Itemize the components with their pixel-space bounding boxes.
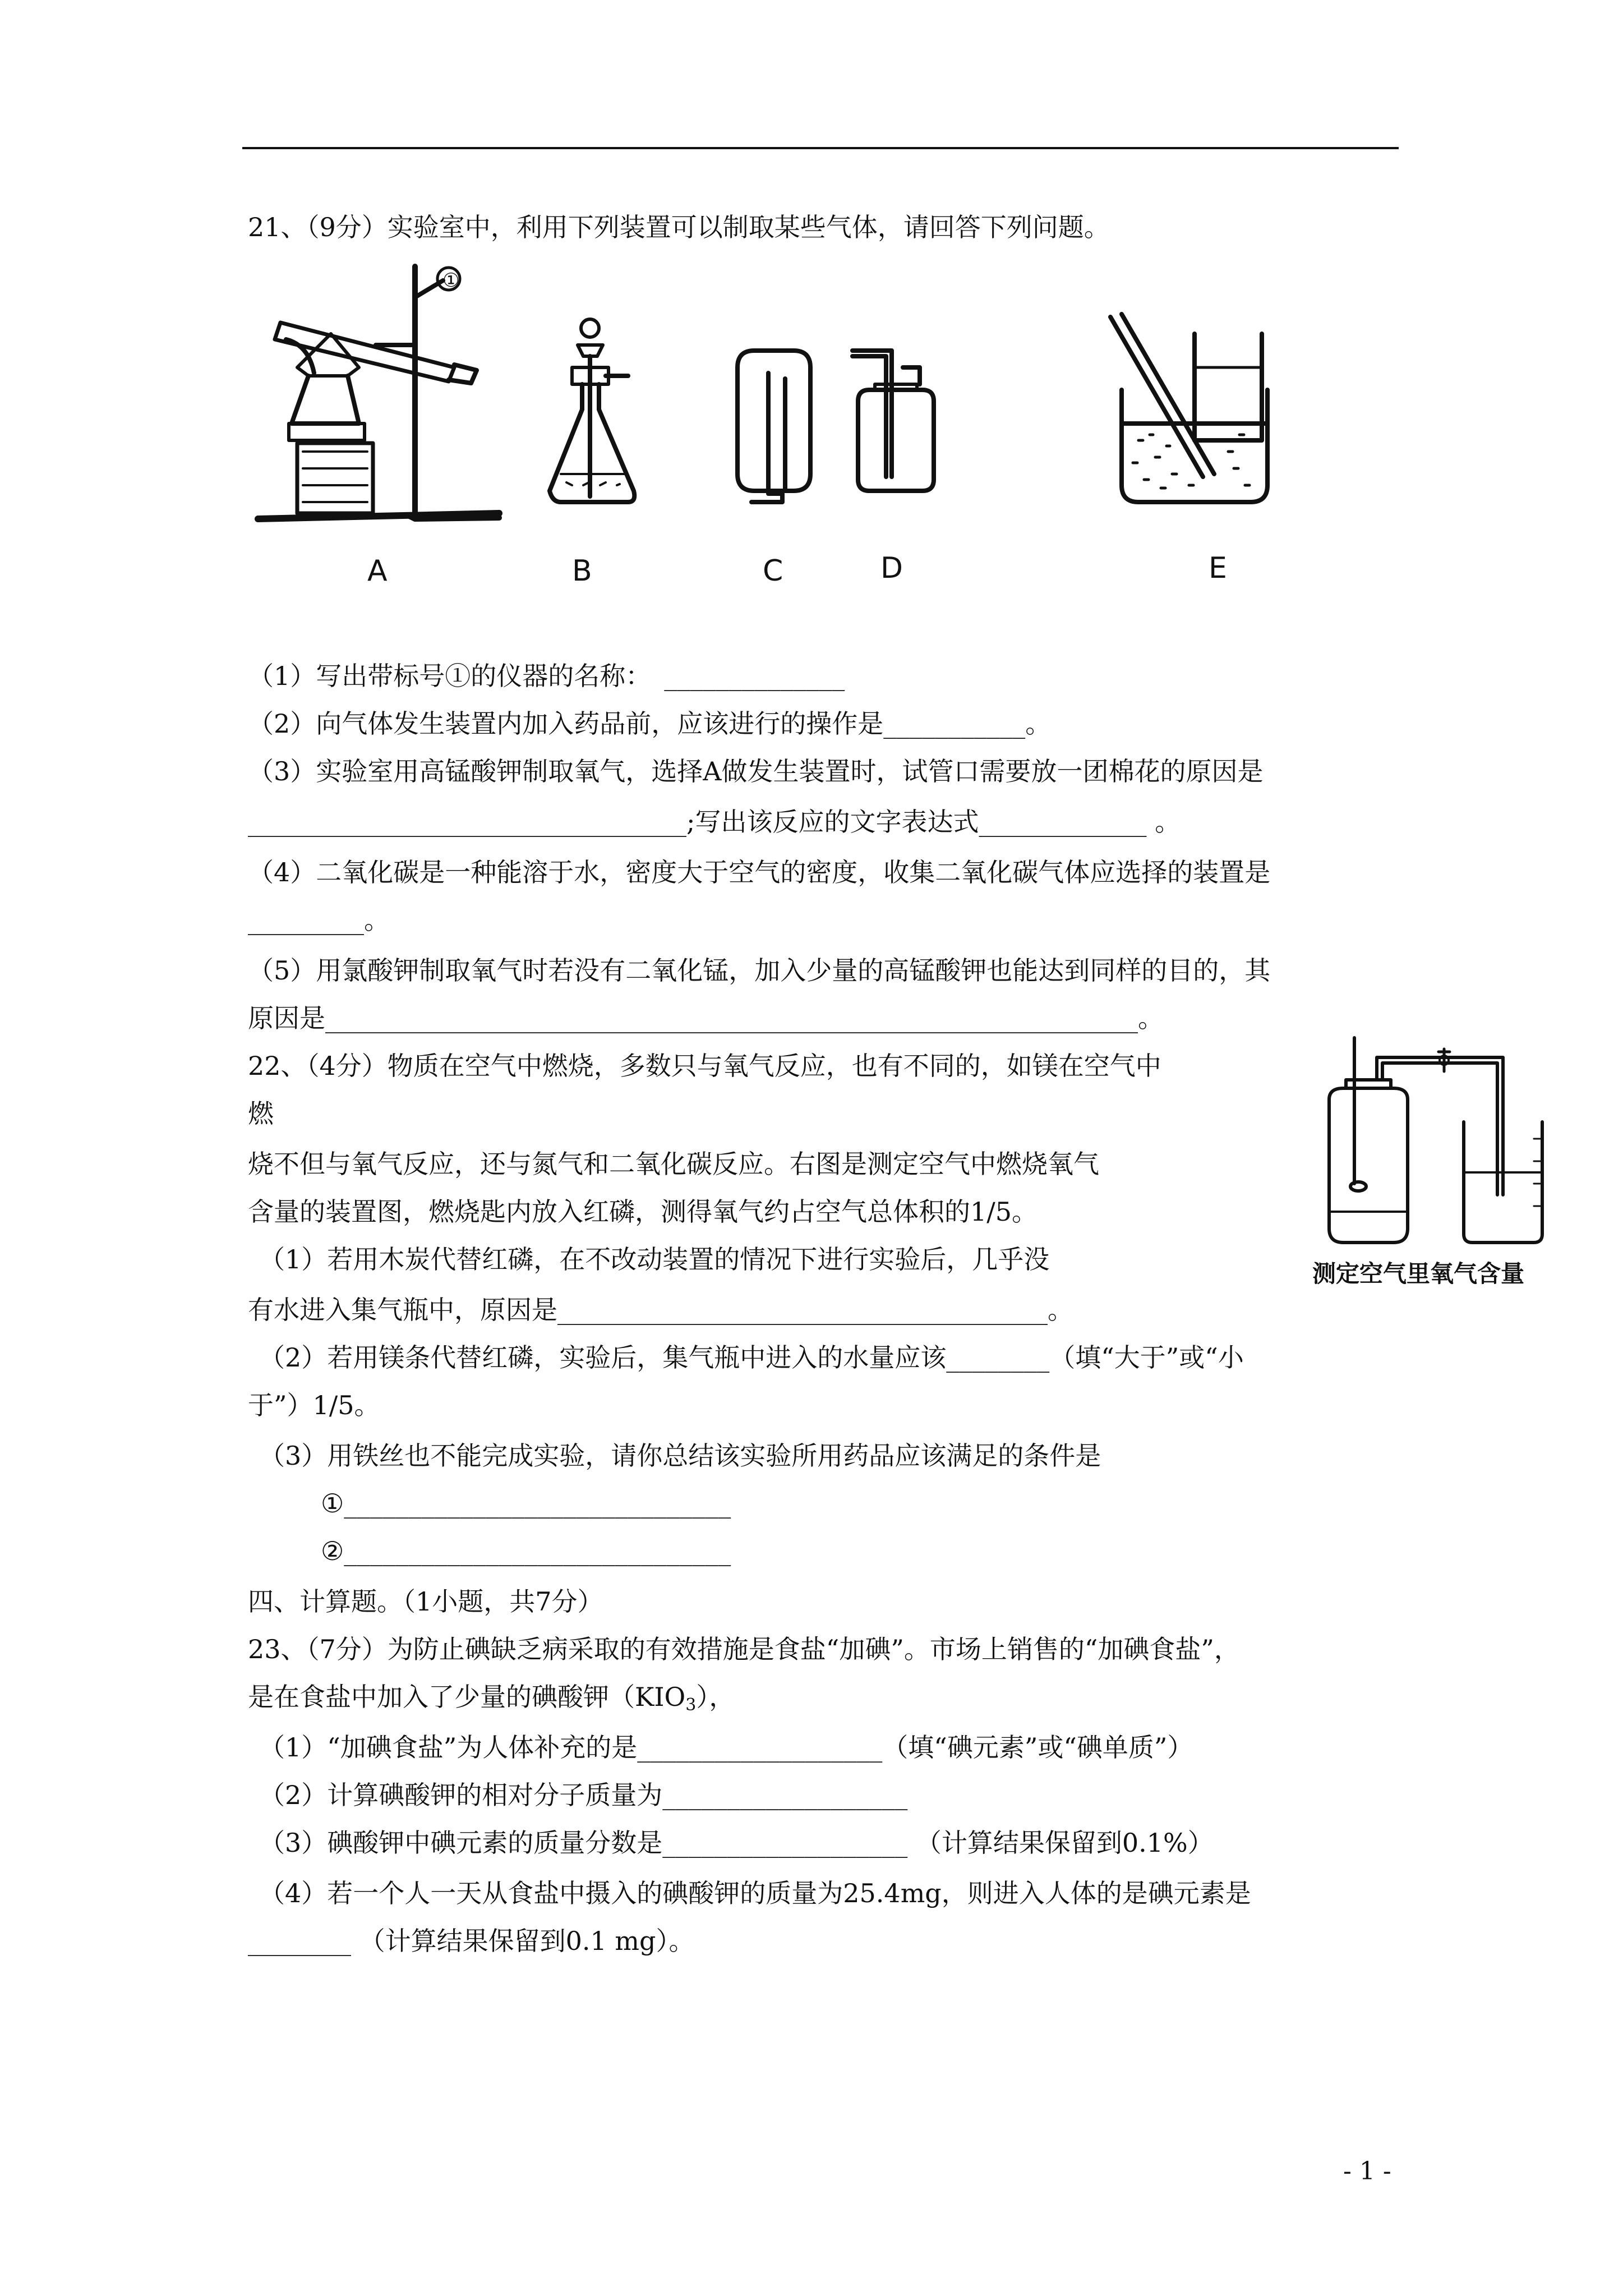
q21-part5b: 原因是_______________________________________________________________。 bbox=[248, 1003, 1164, 1033]
page-number: - 1 - bbox=[1343, 2157, 1391, 2185]
q21-part5a: （5）用氯酸钾制取氧气时若没有二氧化锰，加入少量的高锰酸钾也能达到同样的目的，其 bbox=[248, 955, 1271, 986]
label-b: B bbox=[572, 554, 592, 588]
q23-part4b: ________ （计算结果保留到0.1 mg）。 bbox=[248, 1926, 695, 1956]
apparatus-a bbox=[258, 266, 499, 519]
header-rule bbox=[242, 147, 1399, 149]
label-e: E bbox=[1209, 551, 1227, 585]
q22-line1: 22、（4分）物质在空气中燃烧，多数只与氧气反应，也有不同的，如镁在空气中 bbox=[248, 1051, 1161, 1081]
q23-part1: （1）“加碘食盐”为人体补充的是___________________（填“碘元素”或“碘单质”） bbox=[259, 1732, 1193, 1763]
q21-part4a: （4）二氧化碳是一种能溶于水，密度大于空气的密度，收集二氧化碳气体应选择的装置是 bbox=[248, 857, 1271, 887]
q22-part3: （3）用铁丝也不能完成实验，请你总结该实验所用药品应该满足的条件是 bbox=[259, 1441, 1101, 1471]
apparatus-d bbox=[852, 351, 934, 491]
q23-line1: 23、（7分）为防止碘缺乏病采取的有效措施是食盐“加碘”。市场上销售的“加碘食盐”， bbox=[248, 1634, 1240, 1664]
subscript-3: 3 bbox=[685, 1695, 697, 1715]
q22-line3: 烧不但与氧气反应，还与氮气和二氧化碳反应。右图是测定空气中燃烧氧气 bbox=[248, 1149, 1099, 1179]
q22-part2b: 于”）1/5。 bbox=[248, 1390, 380, 1420]
q23-line2-end: ）， bbox=[696, 1682, 735, 1712]
apparatus-e bbox=[1110, 314, 1267, 502]
q21-part3b: __________________________________;写出该反应的文字表达式_____________ 。 bbox=[248, 807, 1181, 837]
q22-condition1: ①______________________________ bbox=[321, 1488, 731, 1519]
q21-part1: （1）写出带标号①的仪器的名称： ______________ bbox=[248, 661, 845, 691]
q22-line4: 含量的装置图，燃烧匙内放入红磷，测得氧气约占空气总体积的1/5。 bbox=[248, 1197, 1038, 1227]
q21-apparatus-figure bbox=[247, 255, 1413, 603]
label-d: D bbox=[880, 551, 903, 585]
q21-part2: （2）向气体发生装置内加入药品前，应该进行的操作是___________。 bbox=[248, 708, 1052, 739]
q22-part2a: （2）若用镁条代替红磷，实验后，集气瓶中进入的水量应该________（填“大于”或“小 bbox=[259, 1342, 1244, 1373]
q22-line2: 燃 bbox=[248, 1098, 274, 1129]
q23-part4a: （4）若一个人一天从食盐中摄入的碘酸钾的质量为25.4mg，则进入人体的是碘元素是 bbox=[259, 1878, 1251, 1908]
apparatus-b bbox=[550, 319, 634, 502]
apparatus-c bbox=[737, 351, 810, 502]
label-c: C bbox=[763, 554, 783, 588]
q23-line2-text: 是在食盐中加入了少量的碘酸钾（KIO bbox=[248, 1682, 686, 1712]
q21-part4b: _________。 bbox=[248, 905, 390, 935]
q21-part3a: （3）实验室用高锰酸钾制取氧气，选择A做发生装置时，试管口需要放一团棉花的原因是 bbox=[248, 756, 1264, 786]
section-four-heading: 四、计算题。（1小题，共7分） bbox=[248, 1586, 603, 1617]
q22-part1b: 有水进入集气瓶中，原因是______________________________________。 bbox=[248, 1295, 1073, 1325]
oxygen-measurement-figure bbox=[1312, 1027, 1548, 1301]
q23-line2 bbox=[248, 1680, 735, 1722]
q22-condition2: ②______________________________ bbox=[321, 1536, 731, 1566]
label-a: A bbox=[367, 554, 388, 588]
q23-part3: （3）碘酸钾中碘元素的质量分数是___________________ （计算结果保留到0.1%） bbox=[259, 1828, 1214, 1858]
q23-part2: （2）计算碘酸钾的相对分子质量为___________________ bbox=[259, 1780, 908, 1810]
figure-caption: 测定空气里氧气含量 bbox=[1312, 1260, 1525, 1287]
q21-title: 21、（9分）实验室中，利用下列装置可以制取某些气体，请回答下列问题。 bbox=[248, 212, 1110, 242]
q22-part1a: （1）若用木炭代替红磷，在不改动装置的情况下进行实验后，几乎没 bbox=[259, 1244, 1050, 1274]
circle-label-1: ① bbox=[442, 269, 460, 292]
